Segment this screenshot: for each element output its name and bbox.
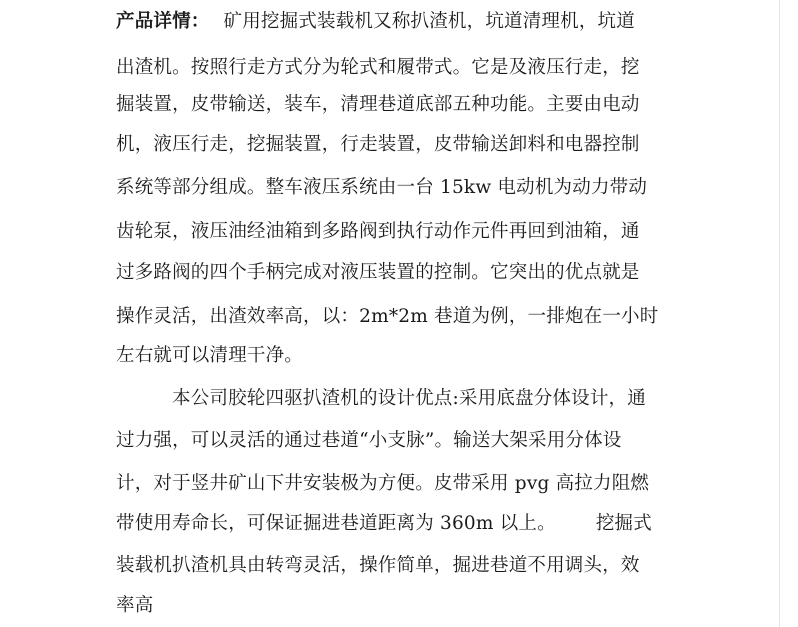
text-line: 机，液压行走，挖掘装置，行走装置，皮带输送卸料和电器控制	[116, 134, 640, 155]
text-line: 操作灵活，出渣效率高，以：2m*2m 巷道为例，一排炮在一小时	[116, 306, 659, 327]
text-line: 掘装置，皮带输送，装车，清理巷道底部五种功能。主要由电动	[116, 94, 640, 115]
text-line-content: 带使用寿命长，可保证掘进巷道距离为 360m 以上。	[116, 513, 556, 534]
text-line: 过力强，可以灵活的通过巷道“小支脉”。输送大架采用分体设	[116, 430, 622, 451]
text-line: 率高	[116, 595, 154, 616]
text-line	[116, 8, 635, 36]
text-line: 齿轮泵，液压油经油箱到多路阀到执行动作元件再回到油箱，通	[116, 221, 640, 242]
text-line-content: 矿用挖掘式装载机又称扒渣机，坑道清理机，坑道	[223, 11, 635, 32]
text-line: 计，对于竖井矿山下井安装极为方便。皮带采用 pvg 高拉力阻燃	[116, 473, 650, 494]
text-line: 本公司胶轮四驱扒渣机的设计优点:采用底盘分体设计，通	[172, 388, 646, 409]
text-line: 左右就可以清理干净。	[116, 345, 304, 366]
text-line: 过多路阀的四个手柄完成对液压装置的控制。它突出的优点就是	[116, 262, 640, 283]
section-label: 产品详情：	[116, 11, 210, 32]
text-line: 系统等部分组成。整车液压系统由一台 15kw 电动机为动力带动	[116, 177, 648, 198]
page-edge-divider	[779, 0, 780, 627]
text-line-content: 挖掘式	[595, 513, 652, 534]
text-line: 装载机扒渣机具由转弯灵活，操作简单，掘进巷道不用调头，效	[116, 555, 640, 576]
text-line	[116, 510, 652, 538]
text-line: 出渣机。按照行走方式分为轮式和履带式。它是及液压行走，挖	[116, 57, 640, 78]
